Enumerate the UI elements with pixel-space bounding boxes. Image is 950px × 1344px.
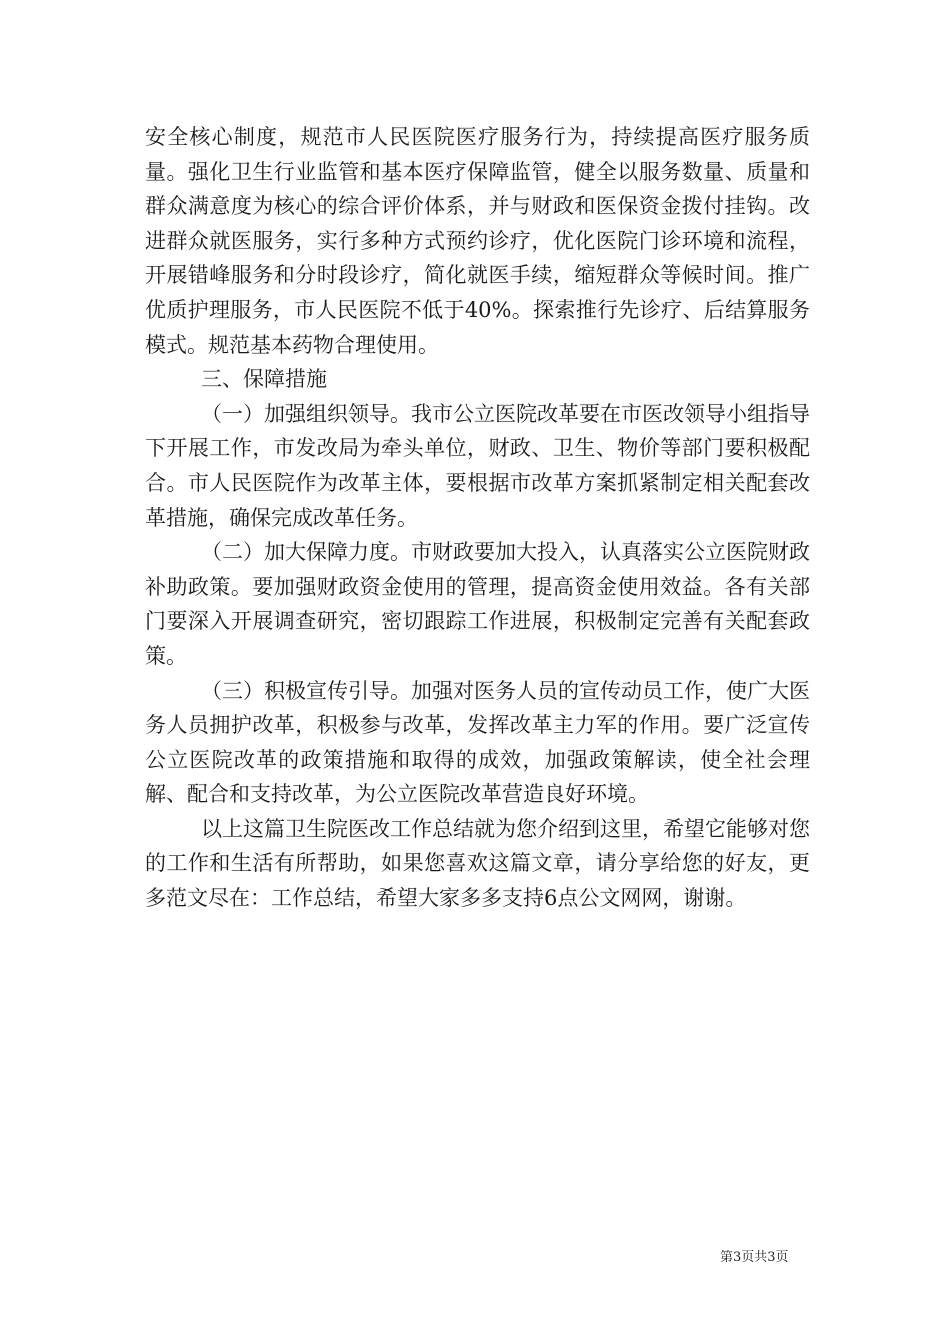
paragraph-publicity: （三）积极宣传引导。加强对医务人员的宣传动员工作，使广大医务人员拥护改革，积极参与改革，发挥改革主力军的作用。要广泛宣传公立医院改革的政策措施和取得的成效，加强政策解读，使全社会理解、配合和支持改革，为公立医院改革营造良好环境。 [145,678,810,807]
paragraph-organization: （一）加强组织领导。我市公立医院改革要在市医改领导小组指导下开展工作，市发改局为牵头单位，财政、卫生、物价等部门要积极配合。市人民医院作为改革主体，要根据市改革方案抓紧制定相关配套改革措施，确保完成改革任务。 [145,401,810,530]
paragraph-continuation: 安全核心制度，规范市人民医院医疗服务行为，持续提高医疗服务质量。强化卫生行业监管和基本医疗保障监管，健全以服务数量、质量和群众满意度为核心的综合评价体系，并与财政和医保资金拨付挂钩。改进群众就医服务，实行多种方式预约诊疗，优化医院门诊环境和流程，开展错峰服务和分时段诊疗，简化就医手续，缩短群众等候时间。推广优质护理服务，市人民医院不低于40%。探索推行先诊疗、后结算服务模式。规范基本药物合理使用。 [145,125,810,357]
section-heading: 三、保障措施 [201,367,327,392]
paragraph-closing: 以上这篇卫生院医改工作总结就为您介绍到这里，希望它能够对您的工作和生活有所帮助，如果您喜欢这篇文章，请分享给您的好友，更多范文尽在：工作总结，希望大家多多支持6点公文网网，谢谢。 [145,816,810,911]
paragraph-funding: （二）加大保障力度。市财政要加大投入，认真落实公立医院财政补助政策。要加强财政资金使用的管理，提高资金使用效益。各有关部门要深入开展调查研究，密切跟踪工作进展，积极制定完善有关配套政策。 [145,540,810,668]
page-number: 第3页共3页 [720,1250,789,1265]
document-body [145,120,810,916]
